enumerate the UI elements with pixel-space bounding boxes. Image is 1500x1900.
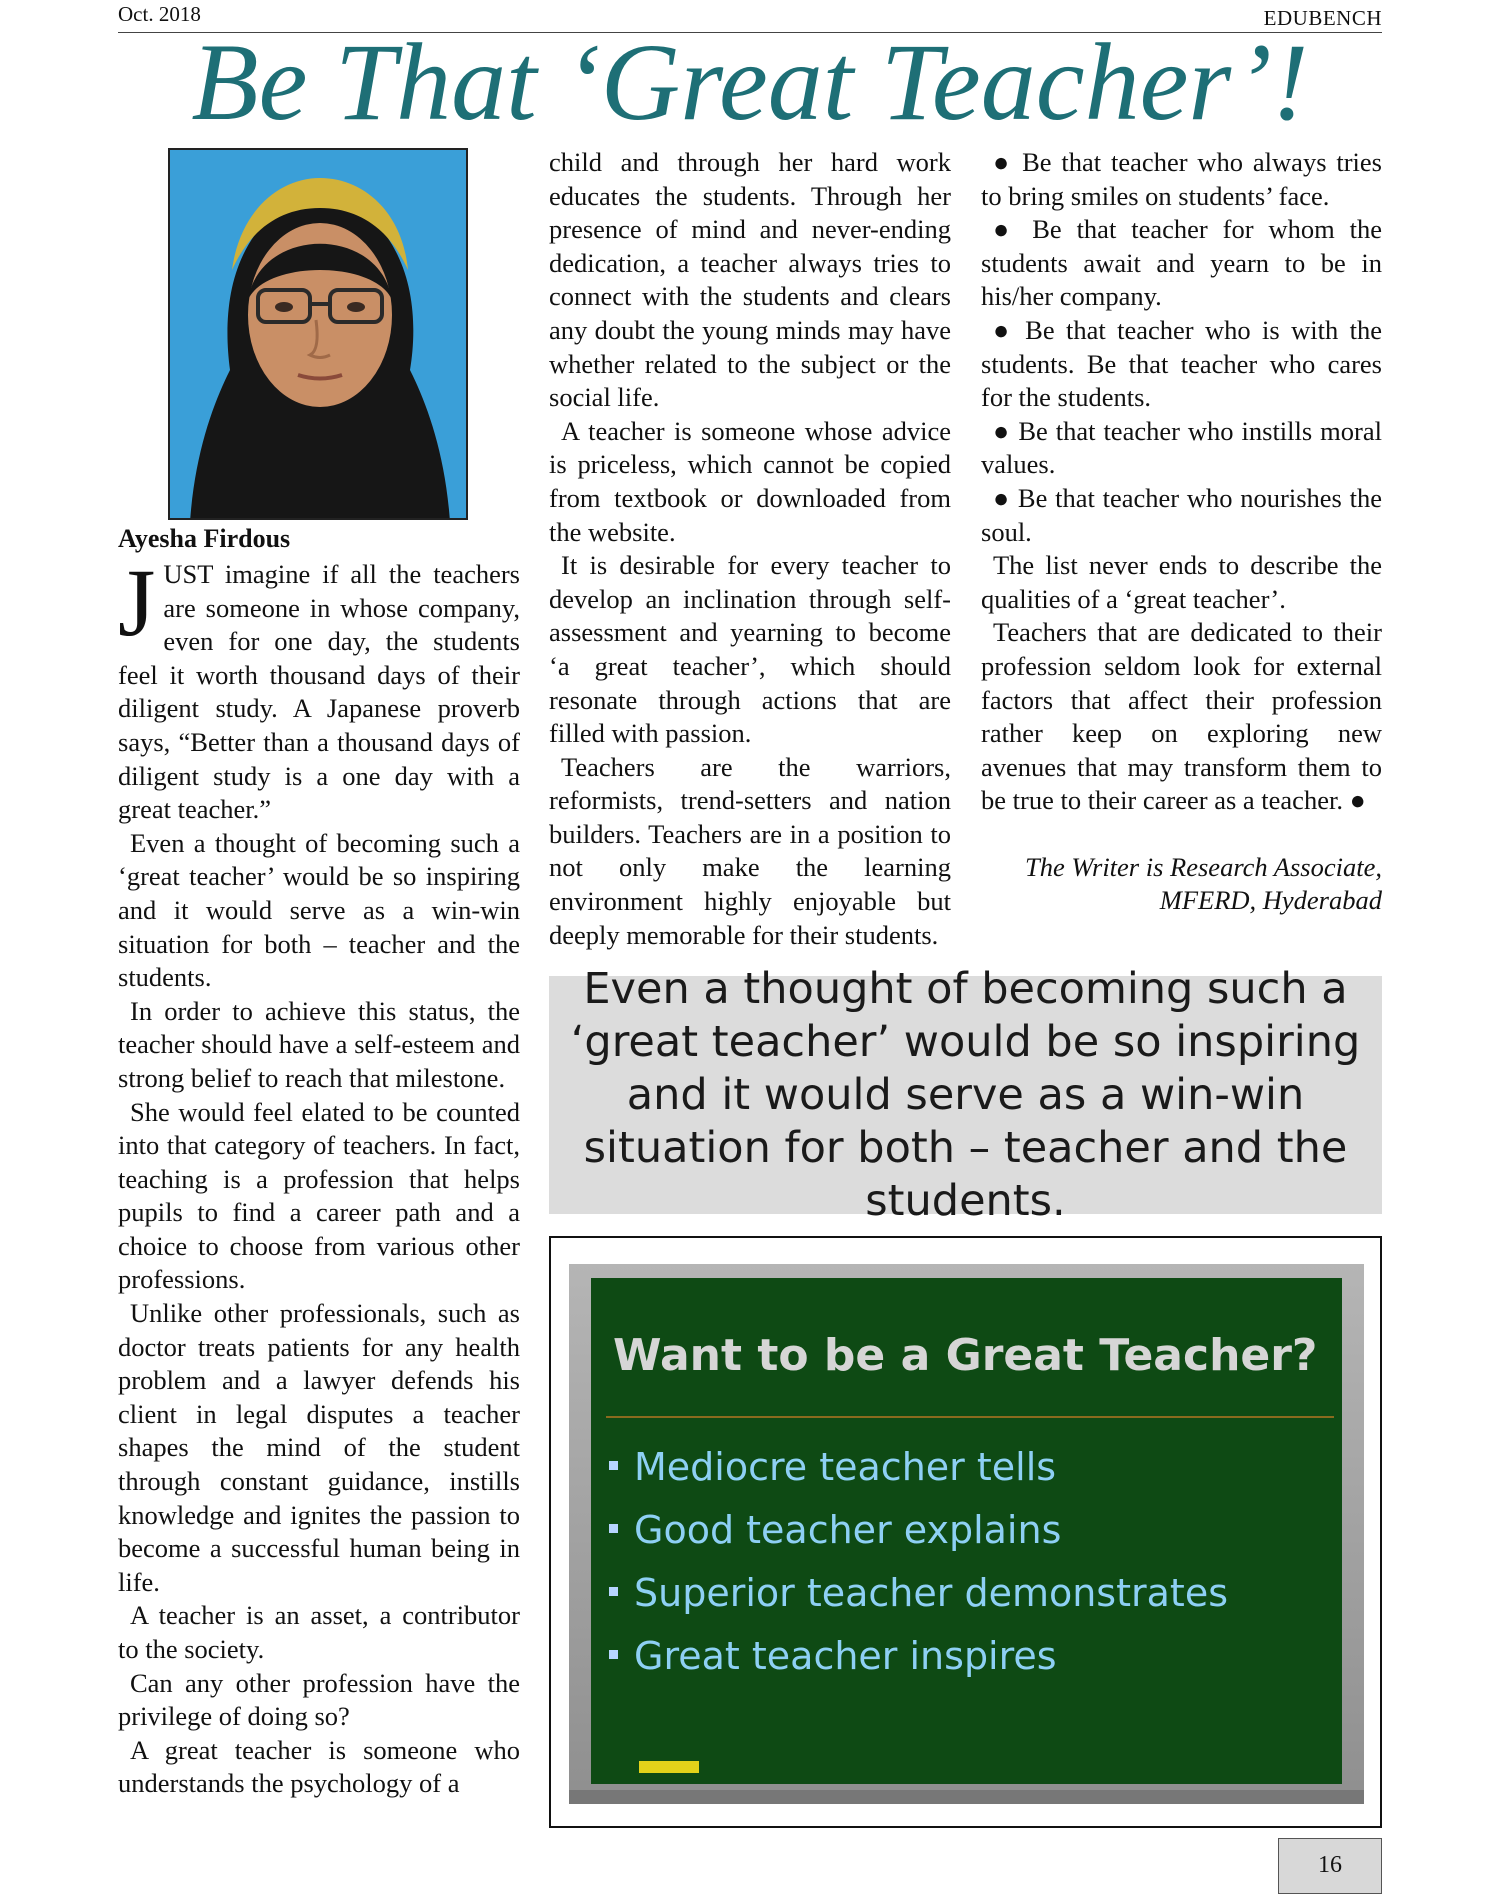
paragraph: In order to achieve this status, the teacher should have a self-esteem and strong belief to reach that milestone. bbox=[118, 995, 520, 1093]
article-column-2 bbox=[549, 146, 951, 952]
bullet-item: ● Be that teacher who nourishes the soul. bbox=[981, 482, 1382, 547]
article-title: Be That ‘Great Teacher’! bbox=[191, 21, 1309, 143]
paragraph: Can any other profession have the privilege of doing so? bbox=[118, 1667, 520, 1732]
article-column-1 bbox=[118, 549, 520, 1801]
chalkboard bbox=[591, 1278, 1342, 1784]
chalkboard-item: Good teacher explains bbox=[605, 1499, 1228, 1562]
paragraph: Teachers are the warriors, reformists, trend-setters and nation builders. Teachers are in a position to not only make the learning environment highly enjoyable but deeply memorable for their students. bbox=[549, 751, 951, 950]
square-bullet-icon bbox=[609, 1650, 618, 1659]
chalkboard-frame bbox=[569, 1264, 1364, 1804]
square-bullet-icon bbox=[609, 1587, 618, 1596]
paragraph: Teachers that are dedicated to their profession seldom look for external factors that affect their profession rather keep on exploring new avenues that may transform them to be true to their career as a teacher. ● bbox=[981, 617, 1382, 816]
writer-signoff: The Writer is Research Associate, MFERD, Hyderabad bbox=[1025, 851, 1382, 916]
chalkboard-heading: Want to be a Great Teacher? bbox=[613, 1330, 1318, 1381]
page-number: 16 bbox=[1278, 1838, 1382, 1894]
chalkboard-item: Great teacher inspires bbox=[605, 1625, 1228, 1688]
paragraph: It is desirable for every teacher to develop an inclination through self-assessment and yearning to become ‘a great teacher’, which should resonate through actions that are filled with passion. bbox=[549, 550, 951, 749]
article-column-3 bbox=[981, 146, 1382, 918]
drop-cap: J bbox=[118, 549, 156, 656]
paragraph: A teacher is someone whose advice is priceless, which cannot be copied from textbook or downloaded from the website. bbox=[549, 415, 951, 547]
chalk-icon bbox=[639, 1761, 699, 1773]
chalkboard-item: Mediocre teacher tells bbox=[605, 1436, 1228, 1499]
pull-quote: Even a thought of becoming such a ‘great teacher’ would be so inspiring and it would serve as a win-win situation for both – teacher and the students. bbox=[549, 976, 1382, 1214]
bullet-item: ● Be that teacher who is with the students. Be that teacher who cares for the students. bbox=[981, 314, 1382, 413]
chalkboard-figure bbox=[549, 1236, 1382, 1828]
paragraph: child and through her hard work educates the students. Through her presence of mind and never-ending dedication, a teacher always tries to connect with the students and clears any doubt the young minds may have whether related to the subject or the social life. bbox=[549, 147, 951, 413]
chalkboard-divider bbox=[606, 1416, 1334, 1418]
paragraph: She would feel elated to be counted into that category of teachers. In fact, teaching is a profession that helps pupils to find a career path and a choice to choose from various other professions. bbox=[118, 1096, 520, 1295]
chalkboard-list bbox=[605, 1436, 1228, 1688]
paragraph: Even a thought of becoming such a ‘great teacher’ would be so inspiring and it would serve as a win-win situation for both – teacher and the students. bbox=[118, 827, 520, 993]
square-bullet-icon bbox=[609, 1524, 618, 1533]
paragraph: The list never ends to describe the qualities of a ‘great teacher’. bbox=[981, 550, 1382, 614]
paragraph: Unlike other professionals, such as doctor treats patients for any health problem and a lawyer defends his client in legal disputes a teacher shapes the mind of the student through constant guidance, instills knowledge and ignites the passion to become a successful human being in life. bbox=[118, 1298, 520, 1597]
bullet-item: ● Be that teacher who always tries to bring smiles on students’ face. bbox=[981, 147, 1382, 211]
author-byline: Ayesha Firdous bbox=[118, 524, 291, 553]
issue-date: Oct. 2018 bbox=[118, 2, 201, 26]
author-portrait-icon bbox=[170, 150, 468, 520]
paragraph: A teacher is an asset, a contributor to the society. bbox=[118, 1600, 520, 1664]
paragraph: A great teacher is someone who understands the psychology of a bbox=[118, 1734, 520, 1799]
bullet-item: ● Be that teacher who instills moral values. bbox=[981, 415, 1382, 480]
chalk-tray bbox=[569, 1790, 1364, 1804]
chalkboard-item: Superior teacher demonstrates bbox=[605, 1562, 1228, 1625]
author-photo bbox=[168, 148, 468, 520]
bullet-item: ● Be that teacher for whom the students await and yearn to be in his/her company. bbox=[981, 214, 1382, 312]
square-bullet-icon bbox=[609, 1461, 618, 1470]
intro-paragraph: JUST imagine if all the teachers are someone in whose company, even for one day, the students feel it worth thousand days of their diligent study. A Japanese proverb says, “Better than a thousand days of diligent study is a one day with a great teacher.” bbox=[118, 549, 520, 825]
publication-name: EDUBENCH bbox=[1263, 6, 1382, 30]
